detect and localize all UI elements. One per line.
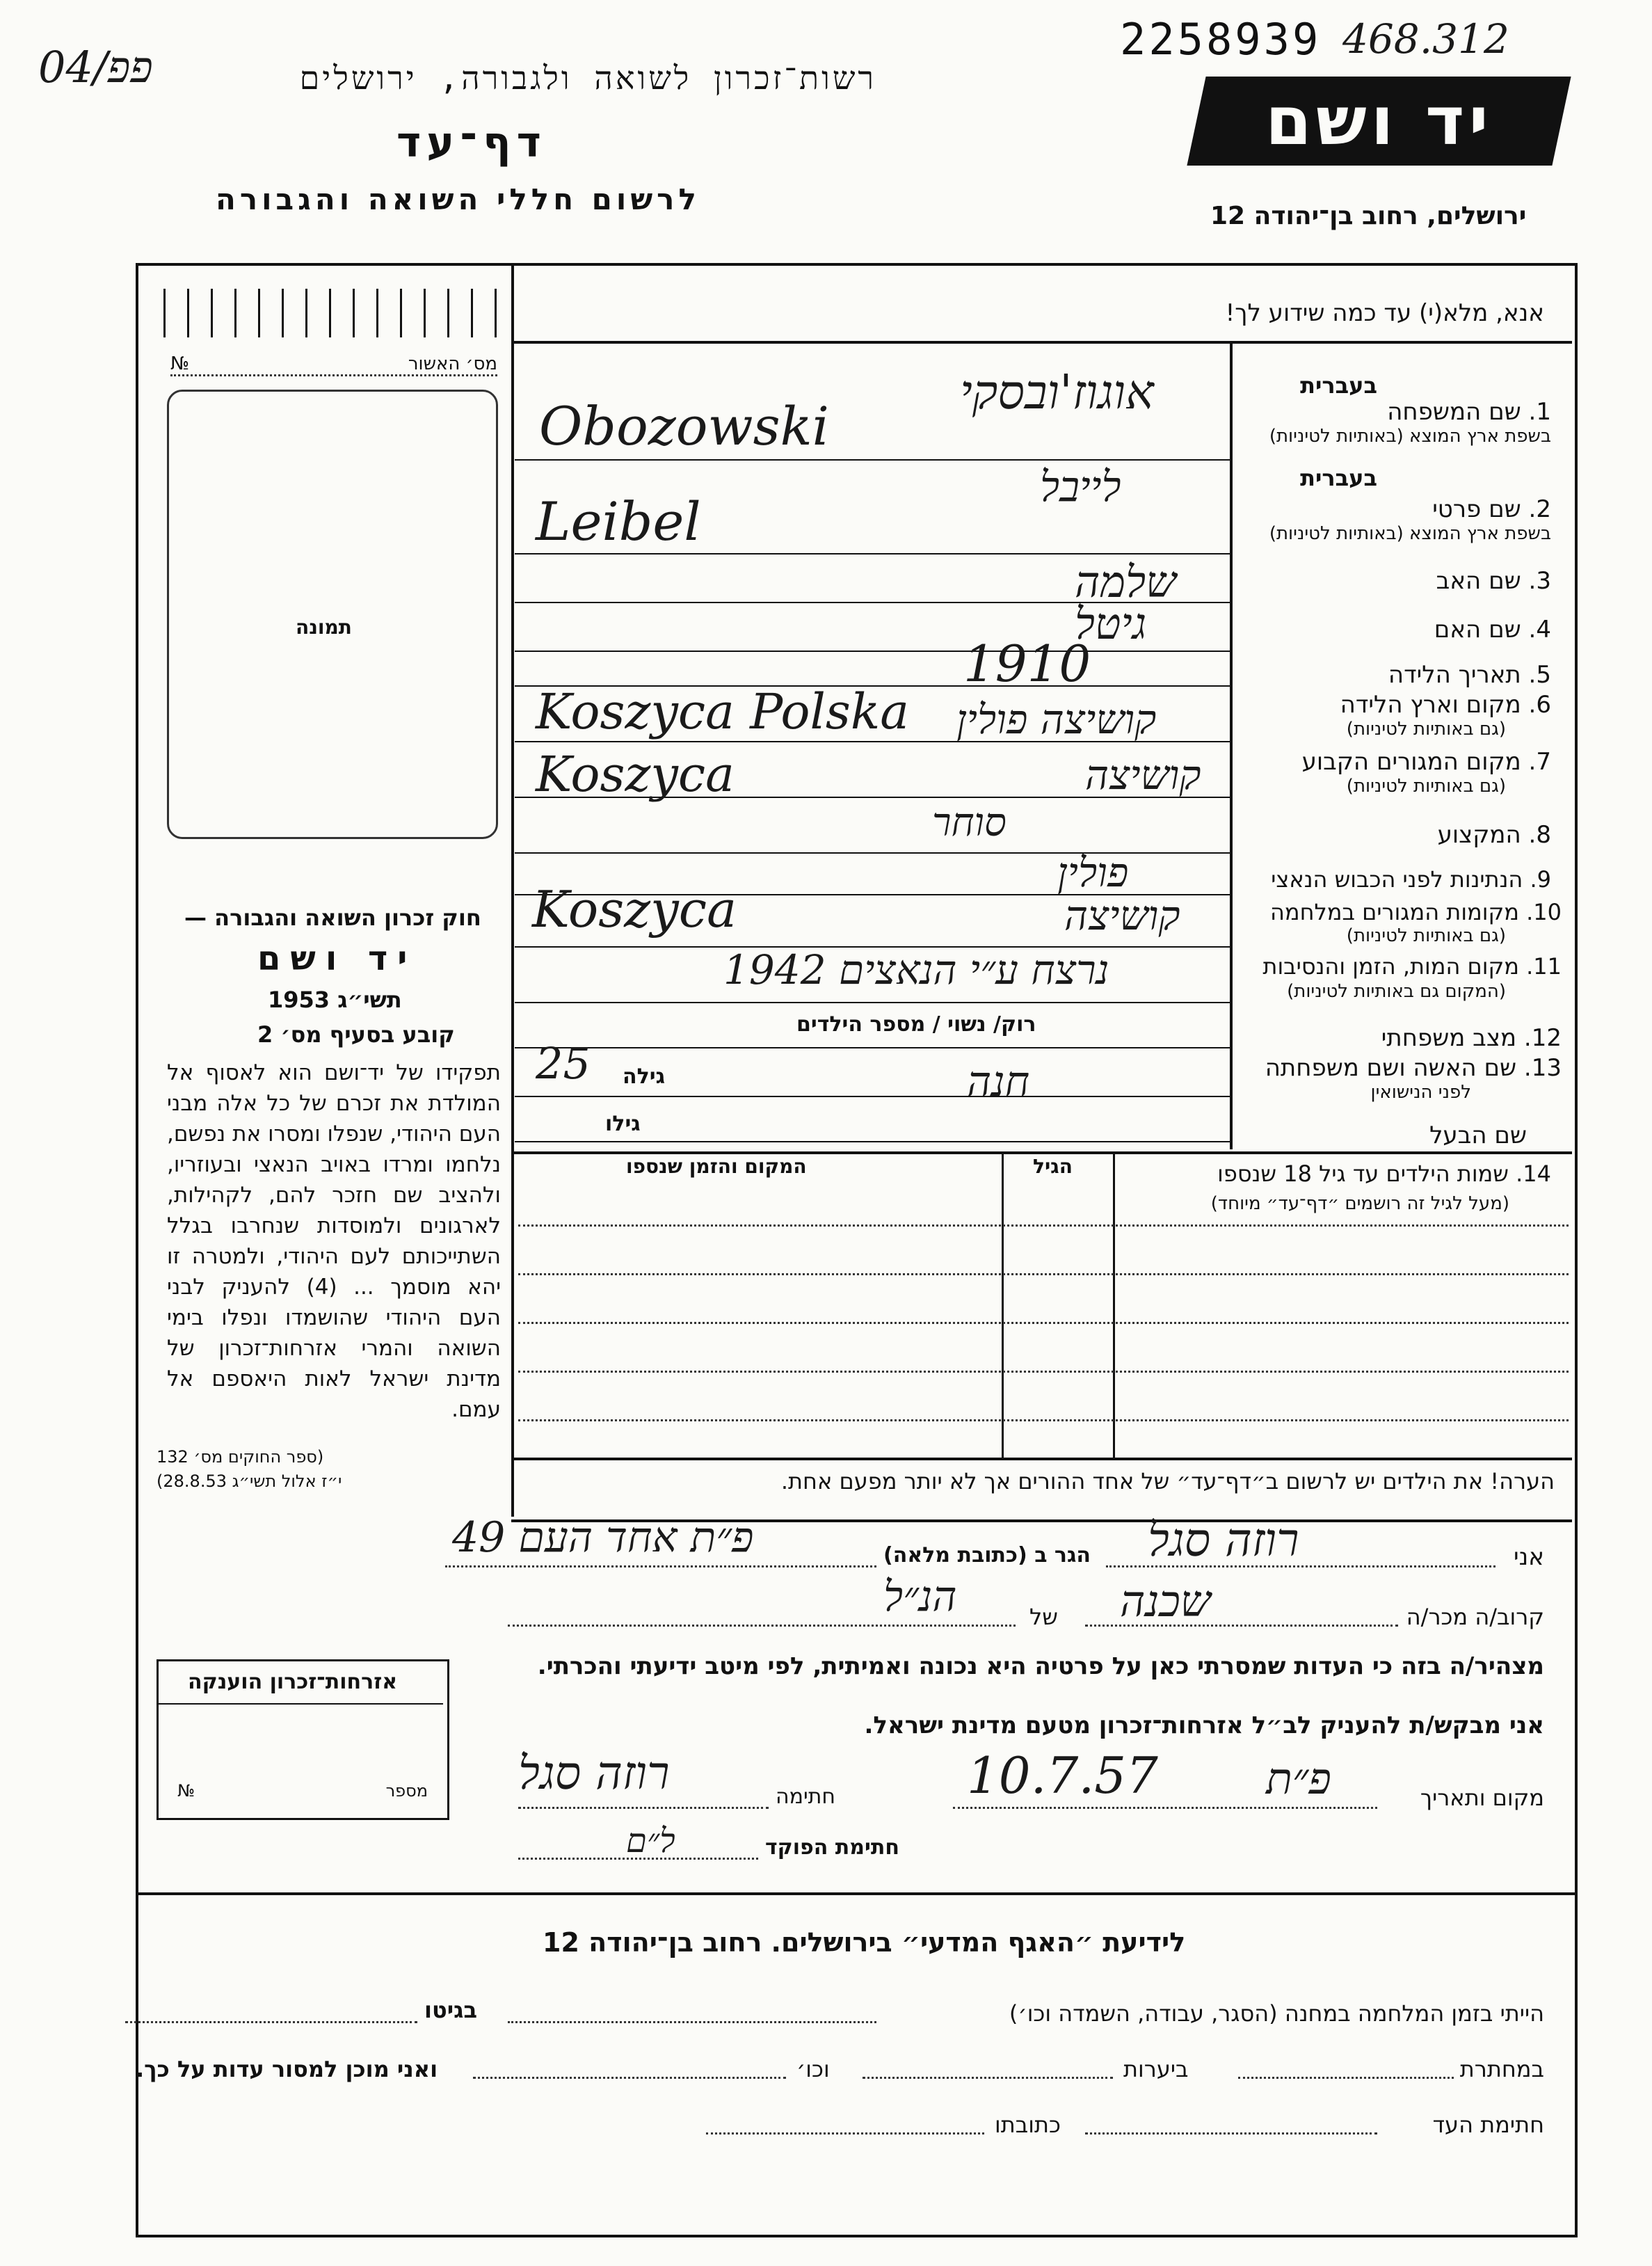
relation-value: שכנה: [1120, 1576, 1211, 1627]
field-7-label: 7. מקום המגורים הקבוע: [1301, 748, 1551, 776]
place-date-label: מקום ותאריך: [1420, 1785, 1544, 1811]
children-sub: (מעל לגיל זה רושמים ״דף־עד״ מיוחד): [1210, 1193, 1509, 1214]
in-hebrew-2: בעברית: [1300, 465, 1377, 491]
note-text: הערה! את הילדים יש לרשום ב״דף־עד״ של אחד ההורים אך לא יותר מפעם אחת.: [780, 1468, 1555, 1494]
field-12-label: 12. מצב משפחתי: [1381, 1024, 1562, 1052]
of-label: של: [1029, 1604, 1058, 1630]
footer-heading: לידיעת ״האגף המדעי״ בירושלים. רחוב בן־יהודה 12: [543, 1927, 1186, 1958]
photo-label: תמונה: [296, 616, 352, 639]
fill-request: אנא, מלא(י) עד כמה שידוע לך!: [1225, 299, 1544, 327]
field-1-value-hebrew: אוגוז'ובסקי: [960, 365, 1154, 420]
husband-age-label: גילו: [605, 1112, 641, 1136]
institute-name: רשות־זכרון לשואה ולגבורה, ירושלים: [299, 59, 876, 97]
field-5-value: 1910: [963, 635, 1091, 693]
footer-underground: במחתרת: [1459, 2056, 1544, 2082]
field-4-value: גיטל: [1075, 598, 1147, 649]
logo-text: יד ושם: [1265, 82, 1493, 160]
field-13-sub: לפני הנישואין: [1370, 1082, 1471, 1103]
field-6-sub: (גם באותיות לטיניות): [1346, 719, 1506, 740]
field-9-label: 9. הנתינות לפני הכבוש הנאצי: [1271, 866, 1551, 893]
field-1-value-latin: Obozowski: [539, 395, 829, 457]
corner-handwritten-mark: 04/פפ: [38, 42, 153, 93]
field-7-value-hebrew: קושיצה: [1085, 751, 1201, 799]
husband-name-label: שם הבעל: [1429, 1122, 1527, 1149]
document-number: 2258939: [1120, 14, 1322, 65]
footer-etc: וכו׳: [796, 2056, 830, 2082]
institute-address: ירושלים, רחוב בן־יהודה 12: [1210, 202, 1527, 230]
footer-forests: ביערות: [1123, 2056, 1189, 2082]
field-6-label: 6. מקום וארץ הלידה: [1340, 691, 1551, 719]
field-13-value: חנה: [967, 1058, 1030, 1106]
children-label: 14. שמות הילדים עד גיל 18 שנספו: [1217, 1160, 1551, 1187]
photo-box: [167, 390, 498, 839]
law-heading: חוק זכרון השואה והגבורה —: [184, 904, 481, 931]
children-age-column: הגיל: [1033, 1155, 1073, 1178]
witness-i-label: אני: [1514, 1543, 1544, 1571]
wife-age-label: גילה: [623, 1064, 665, 1089]
witness-address-label: הגר ב (כתובת מלאה): [883, 1543, 1091, 1567]
field-8-label: 8. המקצוע: [1437, 821, 1551, 849]
declaration-text: מצהיר/ה בזה כי העדות שמסרתי כאן על פרטיה היא נכונה ואמיתית, לפי מיטב ידיעתי והכרתי.: [537, 1652, 1544, 1680]
registration-number-label: מס׳ האשור №: [170, 353, 497, 376]
field-8-value: סוחר: [932, 800, 1007, 845]
field-11-value: נרצח ע״י הנאצים 1942: [723, 946, 1109, 994]
witness-place: פ״ת: [1266, 1753, 1331, 1804]
witness-name: רוזה סגל: [1148, 1513, 1299, 1567]
law-logo: יד ושם: [257, 939, 417, 978]
form-title: דף־עד: [396, 118, 547, 167]
wife-age-value: 25: [536, 1038, 591, 1089]
witness-date: 10.7.57: [967, 1746, 1158, 1805]
field-4-label: 4. שם האם: [1434, 616, 1551, 644]
yad-vashem-logo: [1187, 77, 1571, 166]
field-3-label: 3. שם האב: [1436, 567, 1551, 595]
witness-address: פ״ת אחד העם 49: [452, 1513, 754, 1562]
law-source: (ספר החוקים מס׳ 132: [157, 1447, 324, 1467]
tick-marks: [163, 289, 497, 337]
footer-address: כתובתו: [995, 2112, 1061, 2138]
law-year: תשי״ג 1953: [268, 987, 402, 1013]
field-10-label: 10. מקומות המגורים במלחמה: [1269, 899, 1562, 925]
footer-ready: ואני מוכן למסור עדות על כך.: [136, 2056, 438, 2082]
law-text: תפקידו של יד־ושם הוא לאסוף אל המולדת את זכרם של כל אלה מבני העם היהודי, שנפלו ומסרו את נפשם, נלחמו ומרדו באויב הנאצי ובעוזריו, ולהציב שם חזכר להם, לקהילות, לארגונים ולמוסדות שנחרבו בגלל השתייכותם לעם היהודי, ולמטרה זו יהא מוסמך ... (4) להעניק לבני העם היהודי שהושמדו ונפלו בימי השואה והמרי אזרחות־זכרון של מדינת ישראל לאות היאספם אל עמם.: [167, 1060, 502, 1422]
field-9-value: פולין: [1057, 849, 1129, 896]
law-clause: קובע בסעיף מס׳ 2: [257, 1021, 455, 1048]
children-place-column: המקום והזמן שנספו: [626, 1155, 807, 1178]
footer-ghetto: בגיטו: [424, 1997, 477, 2023]
field-2-sub: בשפת ארץ המוצא (באותיות לטיניות): [1269, 523, 1551, 544]
field-12-mid-label: רוק/ נשוי / מספר הילדים: [796, 1012, 1036, 1037]
field-11-sub: (המקום גם באותיות לטיניות): [1287, 981, 1506, 1002]
footer-witness-signature: חתימת העד: [1432, 2112, 1544, 2138]
in-hebrew-1: בעברית: [1300, 372, 1377, 399]
field-11-label: 11. מקום המות, הזמן והנסיבות: [1262, 953, 1562, 980]
footer-camp-line: הייתי בזמן המלחמה במחנה (הסגר, עבודה, השמדה וכו׳): [1009, 2000, 1544, 2027]
field-7-sub: (גם באותיות לטיניות): [1346, 776, 1506, 797]
field-2-value-latin: Leibel: [536, 490, 701, 552]
witness-signature: רוזה סגל: [518, 1746, 670, 1800]
of-value: הנ״ל: [883, 1572, 957, 1621]
signature-label: חתימה: [776, 1785, 836, 1809]
field-3-value: שלמה: [1075, 557, 1176, 607]
citizenship-number-row: מספר №: [177, 1781, 428, 1801]
field-10-value-hebrew: קושיצה: [1064, 892, 1180, 939]
form-subtitle: לרשום חללי השואה והגבורה: [216, 182, 700, 216]
field-6-value-latin: Koszyca Polska: [536, 683, 909, 740]
field-6-value-hebrew: קושיצה פולין: [956, 696, 1157, 743]
law-source-date: י״ז אלול תשי״ג 28.8.53): [157, 1471, 342, 1491]
citizenship-box-title: אזרחות־זכרון הוענקה: [188, 1670, 398, 1694]
reference-handwritten: 468.312: [1342, 15, 1509, 63]
field-10-value-latin: Koszyca: [532, 880, 737, 939]
officer-signature: ל״ם: [626, 1821, 675, 1860]
citizenship-request: אני מבקש/ת להעניק לב״ל אזרחות־זכרון מטעם מדינת ישראל.: [864, 1712, 1544, 1739]
field-1-label: 1. שם המשפחה: [1387, 398, 1551, 426]
field-2-label: 2. שם פרטי: [1432, 495, 1551, 523]
field-2-value-hebrew: לייבל: [1040, 463, 1121, 511]
field-13-label: 13. שם האשה ושם משפחתה: [1265, 1054, 1562, 1082]
field-10-sub: (גם באותיות לטיניות): [1346, 925, 1506, 946]
field-1-sub: בשפת ארץ המוצא (באותיות לטיניות): [1269, 426, 1551, 447]
field-5-label: 5. תאריך הלידה: [1388, 661, 1551, 689]
officer-signature-label: חתימת הפוקד: [765, 1835, 899, 1860]
field-7-value-latin: Koszyca: [536, 746, 735, 803]
relation-label: קרוב/ה מכר/ה: [1406, 1604, 1544, 1630]
